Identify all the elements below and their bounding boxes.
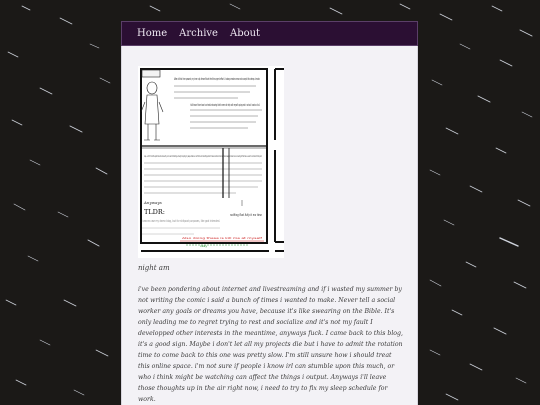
nav-about-link[interactable]: About: [229, 28, 261, 39]
nav-home-link[interactable]: Home: [137, 28, 168, 39]
comic-aside-text: nothing that help it me time: [230, 213, 263, 217]
comic-panel-mid-text: I still haven't learn how to schedule knowing that it seems for help with myself coping and in school I used as it all.: [190, 103, 260, 107]
post-body-text: i've been pondering about internet and livestreaming and if i wasted my summer by not writing the comic i said a bunch of times i wanted to make. Never tell a social worker any goals or dreams you have, because it's like swearing on the Bible. It's only leading me to regret trying to rest and socialize and it's not my fault I developped other interests in the meantime, anyways fuck. I came back to this blog, it's a good sign. Maybe i don't let all my projects die but i have to admit the rotation time to come back to this one was pretty slow. I'm still unsure how i should treat this online space. i'm not sure if people i know irl can stumble upon this much, or who i think might be watching can affect the things i output. Anyways i'll leave those thoughts up in the air right now, i need to try to fix my sleep schedule for work.: [138, 286, 403, 403]
comic-tldr-text: i wanna use my damn blog, but for shitpost purposes, like god intended.: [142, 219, 220, 223]
comic-anyways-label: Anyways: [144, 200, 162, 205]
comic-green-footnote: okay: [200, 244, 208, 248]
post-caption: night am: [138, 264, 170, 272]
comic-panel-body-text: nope... which I tried the quite the entire tune with you to wait. Something, actually disrupting my sleep schedule or not that is all. Something about it makes me feel I should eat more sleep and relax hours on leading to that feel as usual it's not about to the point.: [144, 154, 263, 158]
comic-image[interactable]: [138, 66, 284, 258]
comic-panel-top-text: After all this time passed, my inner slip himself dont feel the urgent effort. It always made sense not accept this sleeps I made.: [174, 77, 260, 81]
nav-archive-link[interactable]: Archive: [179, 28, 218, 39]
top-navigation: [121, 21, 418, 46]
comic-red-footnote: Also doing these is kill me at myself: [182, 236, 264, 240]
comic-tldr-label: TLDR:: [144, 208, 165, 216]
